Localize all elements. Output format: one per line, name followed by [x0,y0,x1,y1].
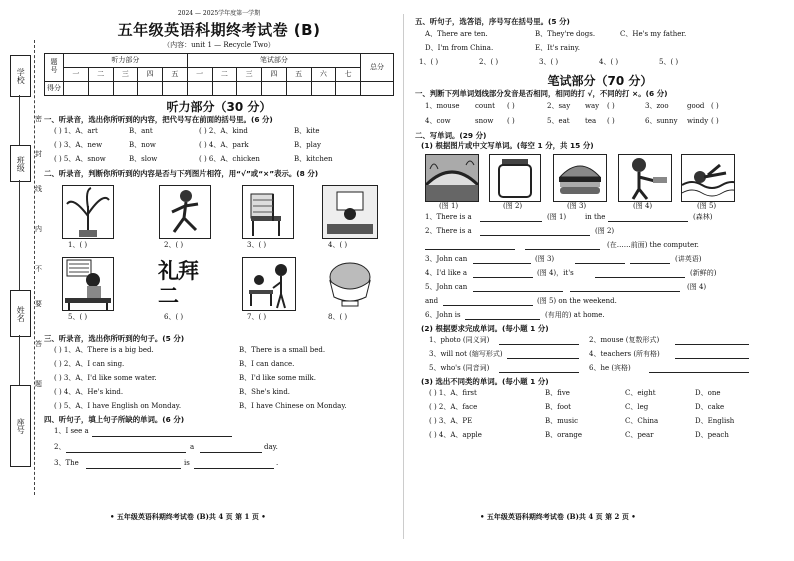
word-item: good [687,102,705,111]
question-option: ( ) 1、A、art [54,126,98,135]
section-1-list [54,127,394,169]
question-option: C、leg [625,402,649,411]
word-forms-list [429,336,785,378]
question-option: ( ) 3、A、I'd like some water. [54,373,157,382]
picture-grid [44,179,394,335]
sentence-text: (图 2) [595,226,615,235]
word-task: 1、photo (同义词) [429,335,490,344]
school-field[interactable] [10,55,31,97]
question-option: D、cake [695,402,725,411]
table-cell: 二 [212,67,237,81]
written-1-title: 一、判断下列单词划线部分发音是否相同，相同的打 √，不同的打 ×。(6 分) [415,89,668,99]
word-item: 1、mouse [425,102,460,111]
table-cell: 五 [163,67,188,81]
seal-char: 答 [35,340,42,348]
score-cell[interactable] [187,81,212,95]
sentence-text: (新鲜的) [690,268,717,277]
sentence-text: is [184,459,190,468]
question-option: ( ) 5、A、snow [54,154,106,163]
answer-blank[interactable]: 3、( ) [539,57,559,66]
sentence-text: 6、John is [425,310,461,319]
answer-option: A、There are ten. [425,29,488,38]
question-option: ( ) 3、A、new [54,140,103,149]
name-field[interactable] [10,290,31,337]
sentence-text: (图 4) [687,282,707,291]
hamburger-picture [553,154,607,202]
written-2-lines [425,213,785,325]
word-task: 6、he (宾格) [589,363,631,372]
fill-blank[interactable] [595,269,685,278]
fill-blank[interactable] [473,269,533,278]
sentence-text: 5、John can [425,282,468,291]
table-header: 题 [50,58,58,67]
score-cell[interactable] [262,81,287,95]
written-1-list [425,102,785,132]
question-option: ( ) 1、A、first [429,388,477,397]
cooking-boy-picture [618,154,672,202]
answer-blank[interactable]: 2、( ) [164,240,184,249]
score-cell[interactable] [361,81,394,95]
sentence-text: 1、I see a [54,427,89,436]
word-item: tea [585,117,597,126]
fill-blank[interactable] [200,443,262,453]
seal-char: 要 [35,300,42,308]
answer-blank[interactable]: 4、( ) [328,240,348,249]
question-option: C、pear [625,430,654,439]
tuesday-text: 礼拜二 [158,257,198,308]
question-option: ( ) 2、A、face [429,402,478,411]
exam-title: 五年级英语科期终考试卷 (B) [117,21,321,40]
table-header: 号 [50,66,58,75]
word-item: way [585,102,600,111]
binding-margin [6,45,36,480]
sentence-text: 3、John can [425,254,468,263]
sentence-text: (有用的) at home. [545,310,605,319]
sentence-text: (讲英语) [675,254,702,263]
sentence-text: (森林) [693,212,713,221]
written-2-title: 二、写单词。(29 分) [415,131,487,141]
sentence-text: (图 3) [535,254,555,263]
question-option: B、kite [294,126,320,135]
question-option: B、now [129,140,156,149]
seal-char: 线 [35,185,42,193]
answer-option: C、He's my father. [620,29,687,38]
table-cell: 二 [88,67,113,81]
answer-blank[interactable]: ( ) [607,117,615,126]
boy-running-picture [159,185,211,239]
question-option: B、orange [545,430,583,439]
picture-caption: (图 1) [439,201,459,210]
table-cell: 一 [64,67,89,81]
answer-option: D、I'm from China. [425,43,494,52]
answer-option: B、They're dogs. [535,29,596,38]
sentence-text: 2、 [54,443,66,452]
fill-blank[interactable] [575,255,625,264]
question-option: D、peach [695,430,729,439]
section-4-list [54,427,394,475]
sentence-text: 1、There is a [425,212,472,221]
bridge-picture [425,154,479,202]
question-option: B、ant [129,126,153,135]
answer-blank[interactable]: 1、( ) [419,57,439,66]
answer-blank[interactable]: 2、( ) [479,57,499,66]
answer-option: E、It's rainy. [535,43,580,52]
question-option: ( ) 5、A、I have English on Monday. [54,401,182,410]
score-cell[interactable] [64,81,89,95]
table-cell: 五 [286,67,311,81]
fill-blank[interactable] [480,213,542,222]
question-option: B、I'd like some milk. [239,373,317,382]
written-2-sub3: (3) 选出不同类的单词。(每小题 1 分) [421,376,549,386]
fill-blank[interactable] [499,364,579,373]
answer-blank[interactable]: 5、( ) [68,312,88,321]
fill-blank[interactable] [507,350,579,359]
fill-blank[interactable] [630,255,670,264]
seal-char: 密 [35,115,42,123]
fill-blank[interactable] [649,364,749,373]
page-two-footer: • 五年级英语科期终考试卷 (B)共 4 页 第 2 页 • [480,512,636,521]
score-cell[interactable] [212,81,237,95]
page-one-footer: • 五年级英语科期终考试卷 (B)共 4 页 第 1 页 • [110,512,266,521]
reading-boy-picture [322,185,378,239]
picture-caption: (图 4) [633,201,653,210]
question-option: ( ) 4、A、park [199,140,249,149]
question-option: ( ) 2、A、kind [199,126,248,135]
sentence-text: (在……前面) the computer. [607,240,699,249]
sentence-text: . [276,459,279,468]
word-item: snow [475,117,494,126]
question-option: B、I can dance. [239,359,295,368]
answer-blank[interactable]: 1、( ) [68,240,88,249]
table-header: 听力部分 [64,53,188,67]
word-item: 6、sunny [645,117,678,126]
sentence-text: (图 1) [547,212,567,221]
term-label: 2024 — 2025学年度第一学期 [177,10,261,17]
answer-blank[interactable]: ( ) [507,117,515,126]
question-option: ( ) 3、A、PE [429,416,473,425]
question-option: B、I have Chinese on Monday. [239,401,347,410]
question-option: B、slow [129,154,158,163]
answer-blank[interactable]: 6、( ) [164,312,184,321]
question-option: ( ) 4、A、He's kind. [54,387,124,396]
picture-caption: (图 3) [567,201,587,210]
score-cell[interactable] [113,81,138,95]
page-one [44,10,394,475]
table-header: 笔试部分 [187,53,360,67]
word-item: windy [687,117,709,126]
swimming-boy-picture [681,154,735,202]
fill-blank[interactable] [425,241,515,250]
fill-blank[interactable] [66,443,186,453]
question-option: B、play [294,140,321,149]
picture-strip [415,151,785,213]
fill-blank[interactable] [473,255,531,264]
girl-at-desk-picture [62,257,114,311]
plant-picture [62,185,114,239]
answer-blank[interactable]: 8、( ) [328,312,348,321]
rice-bowl-picture [324,257,376,309]
fill-blank[interactable] [499,336,579,345]
question-option: D、one [695,388,721,397]
score-table [44,53,394,96]
seal-char: 封 [35,150,42,158]
answer-blank[interactable]: ( ) [711,117,719,126]
fill-blank[interactable] [608,213,688,222]
table-cell: 四 [262,67,287,81]
table-cell: 三 [237,67,262,81]
question-option: D、English [695,416,735,425]
seal-char: 不 [35,265,42,273]
fill-blank[interactable] [473,283,563,292]
section-4-title: 四、听句子，填上句子所缺的单词。(6 分) [44,414,185,424]
table-cell: 七 [336,67,361,81]
score-cell[interactable] [286,81,311,95]
word-task: 4、teachers (所有格) [589,349,660,358]
jar-picture [489,154,541,202]
word-item: 3、zoo [645,102,669,111]
section-1-title: 一、听录音，选出你所听到的内容，把代号写在前面的括号里。(6 分) [44,114,273,124]
sentence-text: a [190,443,195,452]
fill-blank[interactable] [465,311,540,320]
score-cell[interactable] [163,81,188,95]
question-option: B、There is a small bed. [239,345,326,354]
sentence-text: (图 5) on the weekend. [537,296,617,305]
section-5-title: 五、听句子，选答语，序号写在括号里。(5 分) [415,17,570,26]
question-option: B、kitchen [294,154,333,163]
school-label: 学校 [16,68,26,84]
question-option: ( ) 4、A、apple [429,430,482,439]
question-option: ( ) 6、A、chicken [199,154,260,163]
score-cell[interactable] [138,81,163,95]
fill-blank[interactable] [194,459,274,469]
score-cell[interactable] [311,81,336,95]
table-header: 总分 [361,53,394,81]
listening-heading: 听力部分（30 分） [166,99,272,114]
question-option: C、China [625,416,659,425]
exam-scope: （内容：unit 1 — Recycle Two） [163,41,275,50]
fill-blank[interactable] [570,283,680,292]
answer-blank[interactable]: 7、( ) [247,312,267,321]
word-task: 5、who's (同音词) [429,363,490,372]
page-two [415,18,785,445]
score-cell[interactable] [88,81,113,95]
section-3-title: 三、听录音，选出你所听到的句子。(5 分) [44,333,185,343]
word-item: 2、say [547,102,571,111]
sentence-text: 2、There is a [425,226,472,235]
sentence-text: and [425,296,439,305]
table-cell: 三 [113,67,138,81]
sentence-text: 4、I'd like a [425,268,468,277]
table-cell: 得分 [45,81,64,95]
class-field[interactable] [10,145,31,182]
question-option: B、foot [545,402,571,411]
fill-blank[interactable] [525,241,600,250]
answer-blank[interactable]: ( ) [507,102,515,111]
seat-label: 座号 [16,418,26,434]
word-item: 4、cow [425,117,451,126]
table-cell: 一 [187,67,212,81]
question-option: B、She's kind. [239,387,291,396]
seat-field[interactable] [10,385,31,467]
word-task: 3、will not (缩写形式) [429,349,503,358]
odd-one-out-list [429,389,785,445]
fill-blank[interactable] [480,227,590,236]
class-label: 班级 [16,155,26,172]
fill-blank[interactable] [675,350,749,359]
question-option: ( ) 1、A、There is a big bed. [54,345,154,354]
question-option: B、music [545,416,579,425]
answer-blank[interactable]: 5、( ) [659,57,679,66]
sentence-text: (图 4)，it's [537,268,574,277]
answer-blank[interactable]: 3、( ) [247,240,267,249]
fill-blank[interactable] [92,427,232,437]
answer-blank[interactable]: ( ) [607,102,615,111]
written-2-sub2: (2) 根据要求完成单词。(每小题 1 分) [421,323,549,333]
question-option: ( ) 2、A、I can sing. [54,359,125,368]
question-option: B、five [545,388,570,397]
score-cell[interactable] [336,81,361,95]
sentence-text: day. [264,443,278,452]
fill-blank[interactable] [443,297,533,306]
question-option: C、eight [625,388,656,397]
table-cell: 六 [311,67,336,81]
table-cell: 四 [138,67,163,81]
name-label: 姓名 [16,305,26,322]
picture-caption: (图 2) [503,201,523,210]
word-item: count [475,102,495,111]
answer-blank[interactable]: ( ) [711,102,719,111]
sentence-text: 3、The [54,459,79,468]
section-3-list [54,346,394,416]
page-divider [403,14,404,539]
score-cell[interactable] [237,81,262,95]
seal-char: 内 [35,225,42,233]
word-task: 2、mouse (复数形式) [589,335,660,344]
teacher-student-picture [242,257,296,311]
word-item: 5、eat [547,117,570,126]
section-5-list [419,29,785,72]
fill-blank[interactable] [86,459,181,469]
picture-caption: (图 5) [697,201,717,210]
section-2-title: 二、听录音，判断你所听到的内容是否与下列图片相符，用“√”或“×”表示。(8 分) [44,168,319,178]
seal-char: 题 [35,380,42,388]
chair-picture [242,185,294,239]
written-2-sub1: (1) 根据图片或中文写单词。(每空 1 分，共 15 分) [421,141,594,151]
written-heading: 笔试部分（70 分） [547,73,653,88]
sentence-text: in the [585,212,606,221]
answer-blank[interactable]: 4、( ) [599,57,619,66]
tuesday-characters [158,257,214,309]
fill-blank[interactable] [675,336,749,345]
